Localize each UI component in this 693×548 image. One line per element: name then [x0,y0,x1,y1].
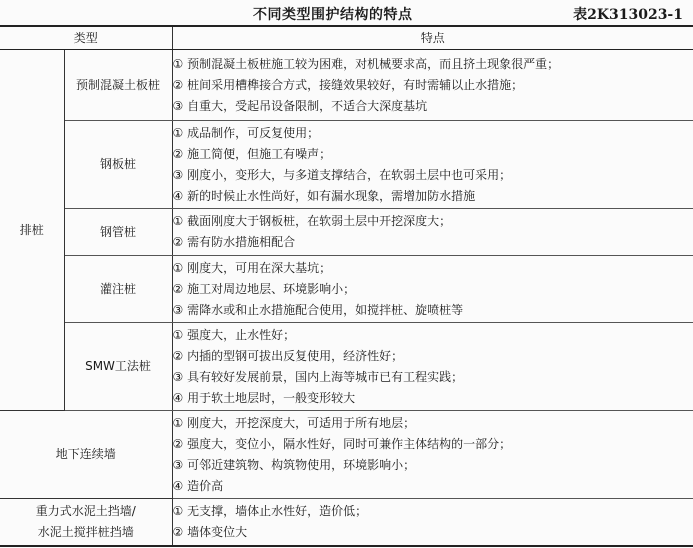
table-row [0,209,693,256]
table-row [0,323,693,411]
feature-line: ② 需有防水措施相配合 [172,235,296,249]
feature-line: ② 强度大，变位小，隔水性好，同时可兼作主体结构的一部分； [172,436,512,451]
feature-line: ② 施工简便，但施工有噪声； [172,146,332,161]
type-name: 灌注桩 [64,256,172,323]
type-name [0,499,172,546]
structures-table [0,25,693,547]
header-features: 特点 [172,26,693,50]
feature-line: ① 成品制作，可反复使用； [172,125,320,140]
feature-line: ④ 新的时候止水性尚好，如有漏水现象，需增加防水措施 [172,188,476,203]
features-cell [172,121,693,209]
feature-line: ② 桩间采用槽榫接合方式，接缝效果较好，有时需辅以止水措施； [172,77,524,92]
feature-line: ② 施工对周边地层、环境影响小； [172,281,356,296]
type-name: 钢板桩 [64,121,172,209]
feature-line: ③ 具有较好发展前景，国内上海等城市已有工程实践； [172,369,464,384]
feature-line: ③ 可邻近建筑物、构筑物使用，环境影响小； [172,457,416,472]
features-cell [172,50,693,121]
feature-line: ① 强度大，止水性好； [172,327,296,342]
table-code: 表2K313023-1 [573,7,683,23]
features-cell [172,411,693,499]
type-name: 钢管桩 [64,209,172,256]
feature-line: ① 截面刚度大于钢板桩，在软弱土层中开挖深度大； [172,214,452,228]
feature-line: ① 无支撑，墙体止水性好，造价低； [172,503,368,518]
features-cell [172,256,693,323]
table-row [0,121,693,209]
feature-line: ① 刚度大，开挖深度大，可适用于所有地层； [172,415,416,430]
header-type: 类型 [0,26,172,50]
feature-line: ① 预制混凝土板桩施工较为困难，对机械要求高，而且挤土现象很严重； [172,56,560,71]
table-caption [0,2,693,24]
features-cell [172,209,693,256]
features-cell [172,323,693,411]
feature-line: ③ 自重大，受起吊设备限制，不适合大深度基坑 [172,98,428,113]
table-row [0,499,693,546]
type-name-line: 重力式水泥土挡墙/ [35,503,136,518]
feature-line: ① 刚度大，可用在深大基坑； [172,260,332,275]
type-name-line: 地下连续墙 [55,447,116,461]
feature-line: ③ 需降水或和止水措施配合使用，如搅拌桩、旋喷桩等 [172,302,464,317]
table-row [0,411,693,499]
feature-line: ② 墙体变位大 [172,524,248,539]
feature-line: ② 内插的型钢可拔出反复使用，经济性好； [172,348,404,363]
type-name [0,411,172,499]
feature-line: ④ 造价高 [172,478,224,493]
type-name: 预制混凝土板桩 [64,50,172,121]
group-pile: 排桩 [0,50,64,411]
table-header-row [0,26,693,50]
type-name-line: 水泥土搅拌桩挡墙 [37,524,134,539]
table-row [0,256,693,323]
features-cell [172,499,693,546]
table-title: 不同类型围护结构的特点 [253,7,413,23]
feature-line: ④ 用于软土地层时，一般变形较大 [172,390,356,405]
feature-line: ③ 刚度小，变形大，与多道支撑结合，在软弱土层中也可采用； [172,167,512,182]
type-name: SMW工法桩 [64,323,172,411]
table-row [0,50,693,121]
